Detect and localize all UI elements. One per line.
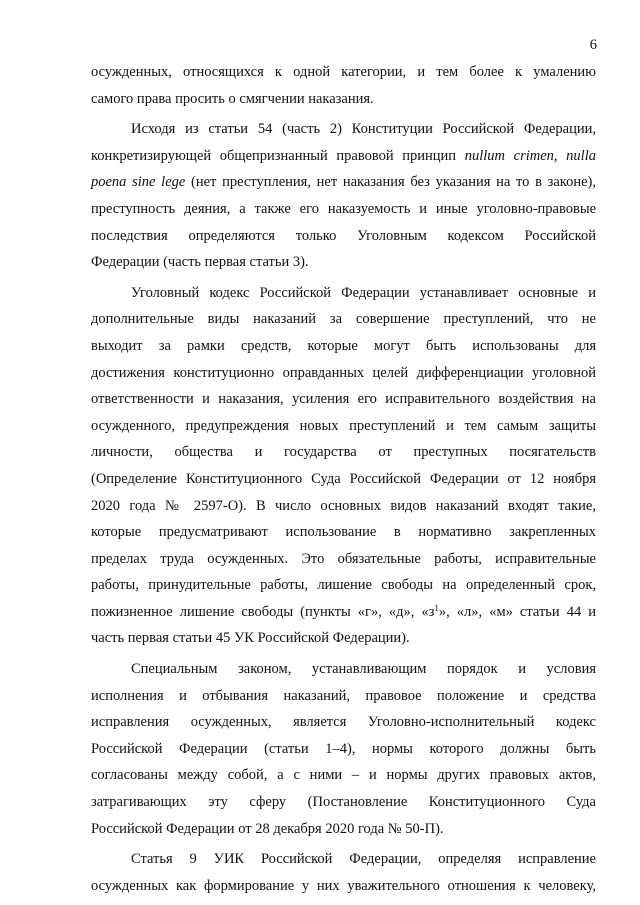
text-line [91, 143, 596, 170]
text-line [91, 333, 596, 360]
line-text: согласованы между собой, а с ними – и нормы других правовых актов, [91, 767, 596, 784]
text-line [91, 413, 596, 440]
text-line [91, 816, 596, 843]
text-line [91, 846, 596, 873]
line-text: », «л», «м» статьи 44 и [438, 603, 596, 620]
line-text: которые предусматривают использование в нормативно закрепленных [91, 524, 596, 541]
line-text: Специальным законом, устанавливающим порядок и условия [131, 661, 596, 678]
line-text: достижения конституционно оправданных целей дифференциации уголовной [91, 364, 596, 381]
document-body [91, 59, 596, 899]
text-line [91, 709, 596, 736]
text-line [91, 439, 596, 466]
italic-latin-phrase: poena sine lege [91, 174, 186, 191]
text-line [91, 625, 596, 652]
line-text: самого права просить о смягчении наказания. [91, 90, 374, 107]
line-text: выходит за рамки средств, которые могут быть использованы для [91, 337, 596, 354]
paragraph [91, 59, 596, 112]
text-line [91, 762, 596, 789]
line-text: 2020 года № 2597-О). В число основных видов наказаний входят такие, [91, 497, 596, 514]
text-line [91, 736, 596, 763]
line-text: Российской Федерации от 28 декабря 2020 года № 50-П). [91, 820, 444, 837]
text-line [91, 169, 596, 196]
paragraph [91, 280, 596, 652]
page-number: 6 [589, 37, 597, 53]
text-line [91, 386, 596, 413]
line-text: ответственности и наказания, усиления его исправительного воздействия на [91, 391, 596, 408]
line-text: (Определение Конституционного Суда Российской Федерации от 12 ноября [91, 470, 596, 487]
text-line [91, 116, 596, 143]
text-line [91, 599, 596, 626]
line-text: пределах труда осужденных. Это обязательные работы, исправительные [91, 550, 596, 567]
text-line [91, 360, 596, 387]
text-line [91, 789, 596, 816]
text-line [91, 493, 596, 520]
paragraph [91, 116, 596, 276]
paragraph [91, 846, 596, 899]
text-line [91, 873, 596, 900]
text-line [91, 683, 596, 710]
line-text: Исходя из статьи 54 (часть 2) Конституции Российской Федерации, [131, 121, 596, 138]
line-text: исполнения и отбывания наказаний, правовое положение и средства [91, 687, 596, 704]
text-line [91, 196, 596, 223]
line-text: осужденных, относящихся к одной категории, и тем более к умалению [91, 64, 596, 80]
line-text: преступность деяния, а также его наказуемость и иные уголовно-правовые [91, 200, 596, 217]
line-text: Федерации (часть первая статьи 3). [91, 254, 309, 271]
text-line [91, 546, 596, 573]
text-line [91, 249, 596, 276]
italic-latin-phrase: nullum crimen, nulla [464, 147, 596, 164]
line-text: осужденного, предупреждения новых преступлений и тем самым защиты [91, 417, 596, 434]
text-line [91, 656, 596, 683]
line-text: Уголовный кодекс Российской Федерации устанавливает основные и [131, 284, 596, 301]
text-line [91, 572, 596, 599]
text-line [91, 59, 596, 86]
text-line [91, 306, 596, 333]
line-text: осужденных как формирование у них уважительного отношения к человеку, [91, 877, 596, 894]
superscript: 1 [434, 602, 439, 613]
line-text: исправления осужденных, является Уголовно-исполнительный кодекс [91, 714, 596, 731]
text-line [91, 223, 596, 250]
line-text: дополнительные виды наказаний за совершение преступлений, что не [91, 311, 596, 328]
line-text: последствия определяются только Уголовным кодексом Российской [91, 227, 596, 244]
line-text: пожизненное лишение свободы (пункты «г», «д», «з [91, 603, 435, 620]
text-line [91, 280, 596, 307]
line-text: Статья 9 УИК Российской Федерации, определяя исправление [131, 851, 596, 868]
line-text: (нет преступления, нет наказания без указания на то в законе), [185, 174, 596, 191]
line-text: личности, общества и государства от преступных посягательств [91, 444, 596, 461]
text-line [91, 466, 596, 493]
line-text: работы, принудительные работы, лишение свободы на определенный срок, [91, 577, 596, 594]
text-line [91, 86, 596, 113]
paragraph [91, 656, 596, 842]
text-line [91, 519, 596, 546]
line-text: Российской Федерации (статьи 1–4), нормы которого должны быть [91, 740, 596, 757]
line-text: конкретизирующей общепризнанный правовой принцип [91, 147, 465, 164]
line-text: часть первая статьи 45 УК Российской Федерации). [91, 630, 410, 647]
line-text: затрагивающих эту сферу (Постановление Конституционного Суда [91, 794, 596, 811]
